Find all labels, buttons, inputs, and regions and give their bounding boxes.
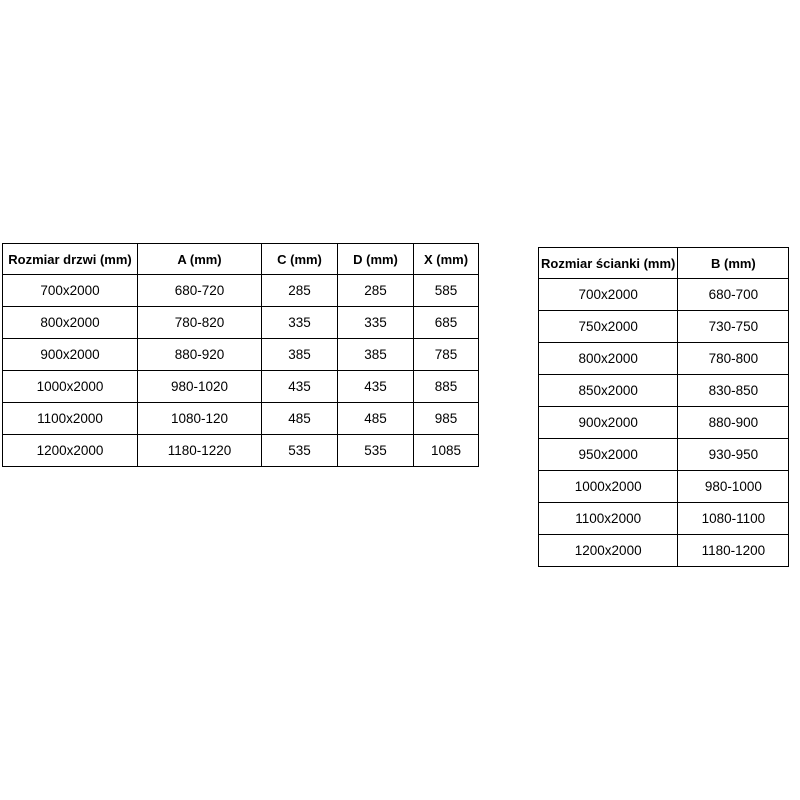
cell: 830-850 (678, 375, 789, 407)
cell: 685 (414, 307, 479, 339)
table-row (3, 403, 479, 435)
cell: 535 (338, 435, 414, 467)
header-row (539, 248, 789, 279)
cell: 285 (262, 275, 338, 307)
cell: 885 (414, 371, 479, 403)
table-row (539, 279, 789, 311)
column-header: C (mm) (262, 244, 338, 275)
cell: 1200x2000 (3, 435, 138, 467)
cell: 850x2000 (539, 375, 678, 407)
table-row (3, 371, 479, 403)
table-row (539, 343, 789, 375)
cell: 900x2000 (539, 407, 678, 439)
cell: 880-900 (678, 407, 789, 439)
cell: 485 (338, 403, 414, 435)
cell: 1080-120 (138, 403, 262, 435)
table-row (3, 307, 479, 339)
column-header: D (mm) (338, 244, 414, 275)
door-sizes-table (2, 243, 479, 467)
table-row (3, 339, 479, 371)
cell: 900x2000 (3, 339, 138, 371)
cell: 700x2000 (3, 275, 138, 307)
header-row (3, 244, 479, 275)
cell: 1180-1220 (138, 435, 262, 467)
cell: 1085 (414, 435, 479, 467)
cell: 780-820 (138, 307, 262, 339)
table-row (539, 535, 789, 567)
cell: 1100x2000 (539, 503, 678, 535)
cell: 930-950 (678, 439, 789, 471)
table-row (539, 407, 789, 439)
door-sizes-table-body (3, 275, 479, 467)
cell: 1080-1100 (678, 503, 789, 535)
cell: 385 (338, 339, 414, 371)
cell: 1200x2000 (539, 535, 678, 567)
cell: 680-700 (678, 279, 789, 311)
cell: 980-1000 (678, 471, 789, 503)
cell: 1180-1200 (678, 535, 789, 567)
table-row (539, 503, 789, 535)
cell: 700x2000 (539, 279, 678, 311)
cell: 1000x2000 (539, 471, 678, 503)
cell: 435 (338, 371, 414, 403)
table-row (539, 439, 789, 471)
column-header: A (mm) (138, 244, 262, 275)
cell: 385 (262, 339, 338, 371)
table-row (539, 311, 789, 343)
table-row (3, 275, 479, 307)
cell: 1100x2000 (3, 403, 138, 435)
cell: 435 (262, 371, 338, 403)
column-header: B (mm) (678, 248, 789, 279)
cell: 1000x2000 (3, 371, 138, 403)
table-row (539, 375, 789, 407)
wall-sizes-table-body (539, 279, 789, 567)
column-header: X (mm) (414, 244, 479, 275)
cell: 680-720 (138, 275, 262, 307)
cell: 880-920 (138, 339, 262, 371)
column-header: Rozmiar drzwi (mm) (3, 244, 138, 275)
wall-sizes-table-header (539, 248, 789, 279)
cell: 730-750 (678, 311, 789, 343)
column-header: Rozmiar ścianki (mm) (539, 248, 678, 279)
door-sizes-table-header (3, 244, 479, 275)
wall-sizes-table (538, 247, 789, 567)
cell: 585 (414, 275, 479, 307)
cell: 785 (414, 339, 479, 371)
cell: 985 (414, 403, 479, 435)
cell: 980-1020 (138, 371, 262, 403)
table-row (3, 435, 479, 467)
cell: 750x2000 (539, 311, 678, 343)
cell: 535 (262, 435, 338, 467)
cell: 285 (338, 275, 414, 307)
cell: 335 (338, 307, 414, 339)
cell: 335 (262, 307, 338, 339)
cell: 800x2000 (539, 343, 678, 375)
cell: 780-800 (678, 343, 789, 375)
cell: 950x2000 (539, 439, 678, 471)
table-row (539, 471, 789, 503)
cell: 485 (262, 403, 338, 435)
cell: 800x2000 (3, 307, 138, 339)
